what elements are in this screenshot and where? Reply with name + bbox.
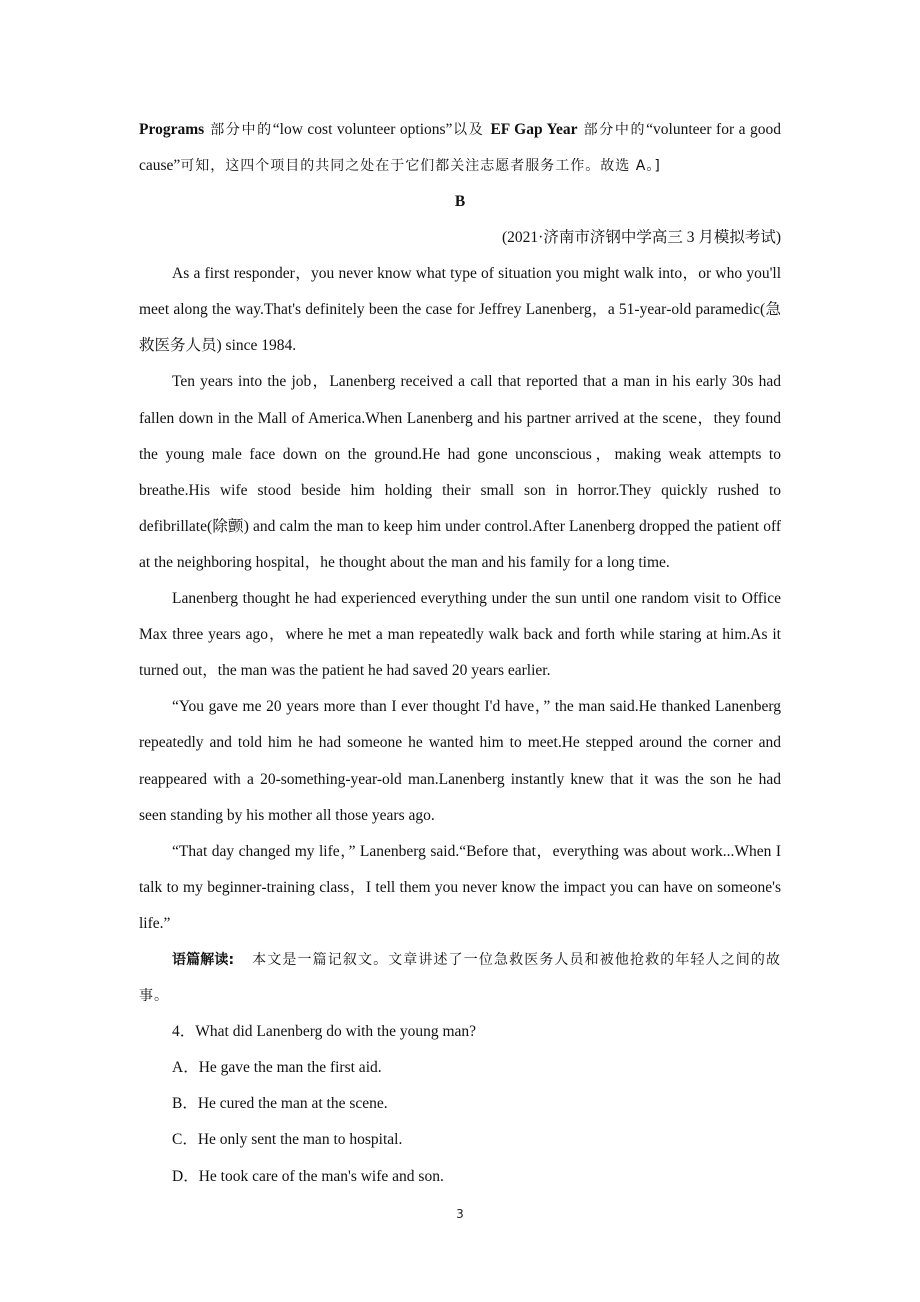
passage-paragraph-1: As a first responder，you never know what type of situation you might walk into，or who you'll meet along the way.That's definitely been the case for Jeffrey Lanenberg，a 51‑year‑old paramedic(急救医务人员) since 1984. xyxy=(139,265,781,355)
option-text: He only sent the man to hospital. xyxy=(197,1131,403,1149)
section-heading: B xyxy=(454,193,466,211)
option-c xyxy=(139,1122,781,1158)
answer-continuation xyxy=(139,112,781,184)
option-d xyxy=(139,1159,781,1195)
option-text: He gave the man the first aid. xyxy=(198,1059,382,1077)
cjk-text: 部分中的 xyxy=(577,122,647,138)
option-text: He cured the man at the scene. xyxy=(197,1095,388,1113)
analysis-label: 语篇解读: xyxy=(172,951,235,968)
option-a xyxy=(139,1050,781,1086)
document-page xyxy=(139,112,781,1195)
quote-low-cost: “low cost volunteer options” xyxy=(272,121,453,138)
passage-paragraph-5: “That day changed my life，” Lanenberg said.“Before that，everything was about work...When I talk to my beginner‑training class，I tell them you never know the impact you can have on someone's life.” xyxy=(139,842,781,932)
page-number: 3 xyxy=(456,1207,464,1221)
question-number: 4． xyxy=(172,1023,196,1041)
passage-paragraph-3: Lanenberg thought he had experienced everything under the sun until one random visit to Office Max three years ago，where he met a man repeatedly walk back and forth while staring at him.As it turned out，the man was the patient he had saved 20 years earlier. xyxy=(139,590,781,680)
option-b xyxy=(139,1086,781,1122)
answer-conclusion: 可知，这四个项目的共同之处在于它们都关注志愿者服务工作。故选 A。] xyxy=(180,158,661,175)
passage-paragraph-2: Ten years into the job，Lanenberg received a call that reported that a man in his early 30s had fallen down in the Mall of America.When Lanenberg and his partner arrived at the scene，they found the young male face down on the ground.He had gone unconscious，making weak attempts to breathe.His wife stood beside him holding their small son in horror.They quickly rushed to defibrillate(除颤) and calm the man to keep him under control.After Lanenberg dropped the patient off at the neighboring hospital，he thought about the man and his family for a long time. xyxy=(139,373,781,571)
cjk-text: 部分中的 xyxy=(204,122,273,138)
option-letter: A． xyxy=(172,1059,199,1077)
term-programs: Programs xyxy=(139,121,205,138)
passage-paragraph-4: “You gave me 20 years more than I ever thought I'd have，” the man said.He thanked Lanenberg repeatedly and told him he had someone he wanted him to meet.He stepped around the corner and reappeared with a 20-something-year-old man.Lanenberg instantly knew that it was the son he had seen standing by his mother all those years ago. xyxy=(139,698,781,824)
source-citation: (2021·济南市济钢中学高三 3 月模拟考试) xyxy=(502,229,781,247)
question-4 xyxy=(139,1014,781,1050)
cjk-text: 以及 xyxy=(452,122,491,138)
quote-good-cause: “volunteer for a good cause” xyxy=(139,121,782,175)
option-letter: D． xyxy=(172,1167,199,1185)
option-letter: C． xyxy=(172,1131,198,1149)
question-stem: What did Lanenberg do with the young man? xyxy=(195,1023,477,1041)
option-text: He took care of the man's wife and son. xyxy=(198,1167,444,1185)
term-ef-gap-year: EF Gap Year xyxy=(490,121,578,138)
passage-analysis xyxy=(139,942,781,1014)
option-letter: B． xyxy=(172,1095,198,1113)
analysis-text: 本文是一篇记叙文。文章讲述了一位急救医务人员和被他抢救的年轻人之间的故事。 xyxy=(139,951,782,1005)
